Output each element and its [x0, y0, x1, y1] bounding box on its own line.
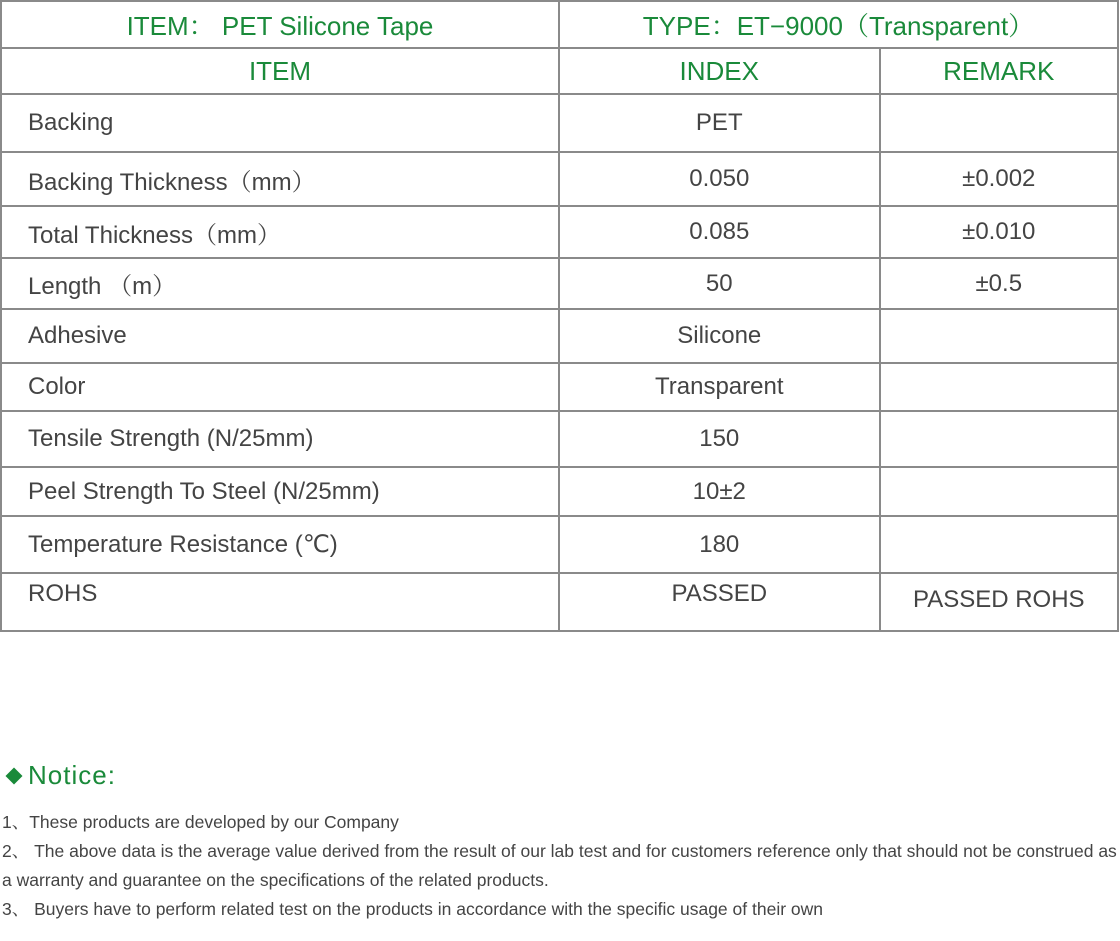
item-title-cell: ITEM： PET Silicone Tape — [1, 1, 559, 48]
column-header-index: INDEX — [559, 48, 880, 94]
row-item-cell: Adhesive — [1, 309, 559, 363]
table-row — [1, 467, 1118, 516]
column-header-row — [1, 48, 1118, 94]
table-row — [1, 309, 1118, 363]
row-index-cell: 0.085 — [559, 206, 880, 258]
notice-line: 2、 The above data is the average value derived from the result of our lab test and for customers reference only that should not be construed as a warranty and guarantee on the specifications of the related products. — [2, 841, 1117, 890]
row-item-cell: Temperature Resistance (℃) — [1, 516, 559, 573]
diamond-bullet-icon — [6, 767, 23, 784]
row-index-cell: PASSED — [559, 573, 880, 631]
notice-line: 3、 Buyers have to perform related test on the products in accordance with the specific usage of their own — [2, 899, 823, 919]
row-item-cell: Backing Thickness（mm） — [1, 152, 559, 206]
table-row — [1, 363, 1118, 411]
table-row — [1, 516, 1118, 573]
row-item-cell: Color — [1, 363, 559, 411]
table-row — [1, 152, 1118, 206]
row-index-cell: 50 — [559, 258, 880, 309]
table-row — [1, 258, 1118, 309]
row-index-cell: Transparent — [559, 363, 880, 411]
row-index-cell: 150 — [559, 411, 880, 467]
title-row — [1, 1, 1118, 48]
row-remark-cell: ±0.002 — [880, 152, 1118, 206]
notice-title: Notice: — [28, 760, 116, 790]
column-header-item: ITEM — [1, 48, 559, 94]
column-header-remark: REMARK — [880, 48, 1118, 94]
row-index-cell: 10±2 — [559, 467, 880, 516]
row-remark-cell: ±0.5 — [880, 258, 1118, 309]
notice-list — [2, 808, 1118, 924]
row-index-cell: PET — [559, 94, 880, 152]
row-remark-cell — [880, 309, 1118, 363]
row-remark-cell — [880, 467, 1118, 516]
row-item-cell: Peel Strength To Steel (N/25mm) — [1, 467, 559, 516]
row-index-cell: 180 — [559, 516, 880, 573]
row-remark-cell — [880, 411, 1118, 467]
row-remark-cell: PASSED ROHS — [880, 573, 1118, 631]
row-item-cell: Tensile Strength (N/25mm) — [1, 411, 559, 467]
row-item-cell: Total Thickness（mm） — [1, 206, 559, 258]
row-index-cell: 0.050 — [559, 152, 880, 206]
row-item-cell: Backing — [1, 94, 559, 152]
row-remark-cell — [880, 363, 1118, 411]
table-row — [1, 573, 1118, 631]
notice-line: 1、These products are developed by our Company — [2, 812, 399, 832]
row-remark-cell — [880, 516, 1118, 573]
row-index-cell: Silicone — [559, 309, 880, 363]
type-title-cell: TYPE：ET−9000（Transparent） — [559, 1, 1118, 48]
row-item-cell: ROHS — [1, 573, 559, 631]
table-row — [1, 206, 1118, 258]
row-item-cell: Length （m） — [1, 258, 559, 309]
row-remark-cell — [880, 94, 1118, 152]
row-remark-cell: ±0.010 — [880, 206, 1118, 258]
table-row — [1, 411, 1118, 467]
table-row — [1, 94, 1118, 152]
notice-heading — [4, 760, 116, 791]
